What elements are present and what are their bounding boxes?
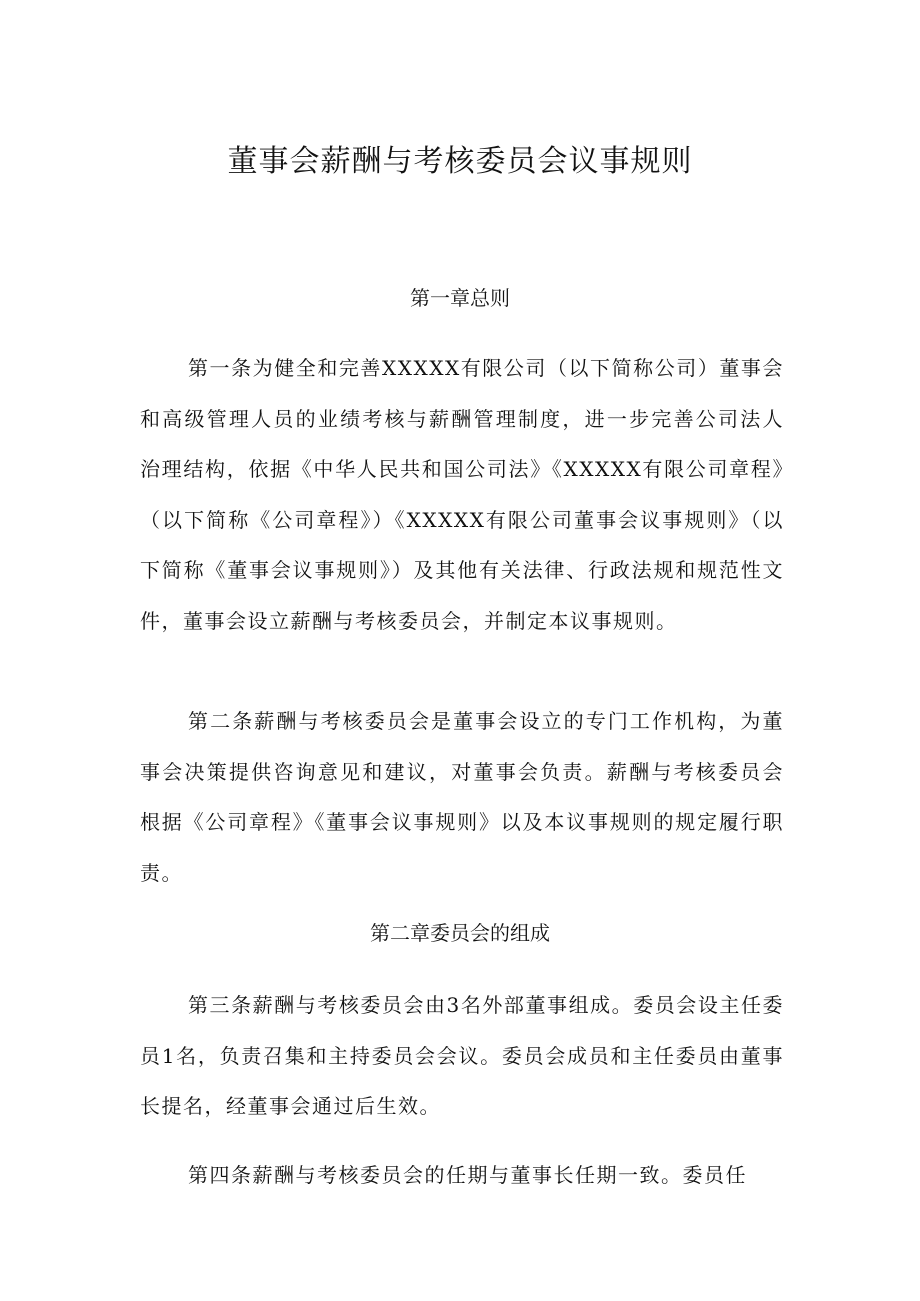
article-4-paragraph: 第四条薪酬与考核委员会的任期与董事长任期一致。委员任 bbox=[188, 1163, 747, 1187]
article-3-paragraph: 第三条薪酬与考核委员会由3名外部董事组成。委员会设主任委员1名，负责召集和主持委员会会议。委员会成员和主任委员由董事长提名，经董事会通过后生效。 bbox=[140, 993, 784, 1118]
article-1-paragraph: 第一条为健全和完善XXXXX有限公司（以下简称公司）董事会和高级管理人员的业绩考核与薪酬管理制度，进一步完善公司法人治理结构，依据《中华人民共和国公司法》《XXXXX有限公司章程》（以下简称《公司章程》）《XXXXX有限公司董事会议事规则》（以下简称《董事会议事规则》）及其他有关法律、行政法规和规范性文件，董事会设立薪酬与考核委员会，并制定本议事规则。 bbox=[140, 356, 784, 633]
chapter-heading-composition: 第二章委员会的组成 bbox=[370, 921, 550, 945]
document-title: 董事会薪酬与考核委员会议事规则 bbox=[227, 144, 693, 179]
chapter-heading-general: 第一章总则 bbox=[410, 286, 510, 310]
article-2-paragraph: 第二条薪酬与考核委员会是董事会设立的专门工作机构，为董事会决策提供咨询意见和建议，对董事会负责。薪酬与考核委员会根据《公司章程》《董事会议事规则》以及本议事规则的规定履行职责。 bbox=[140, 709, 784, 885]
